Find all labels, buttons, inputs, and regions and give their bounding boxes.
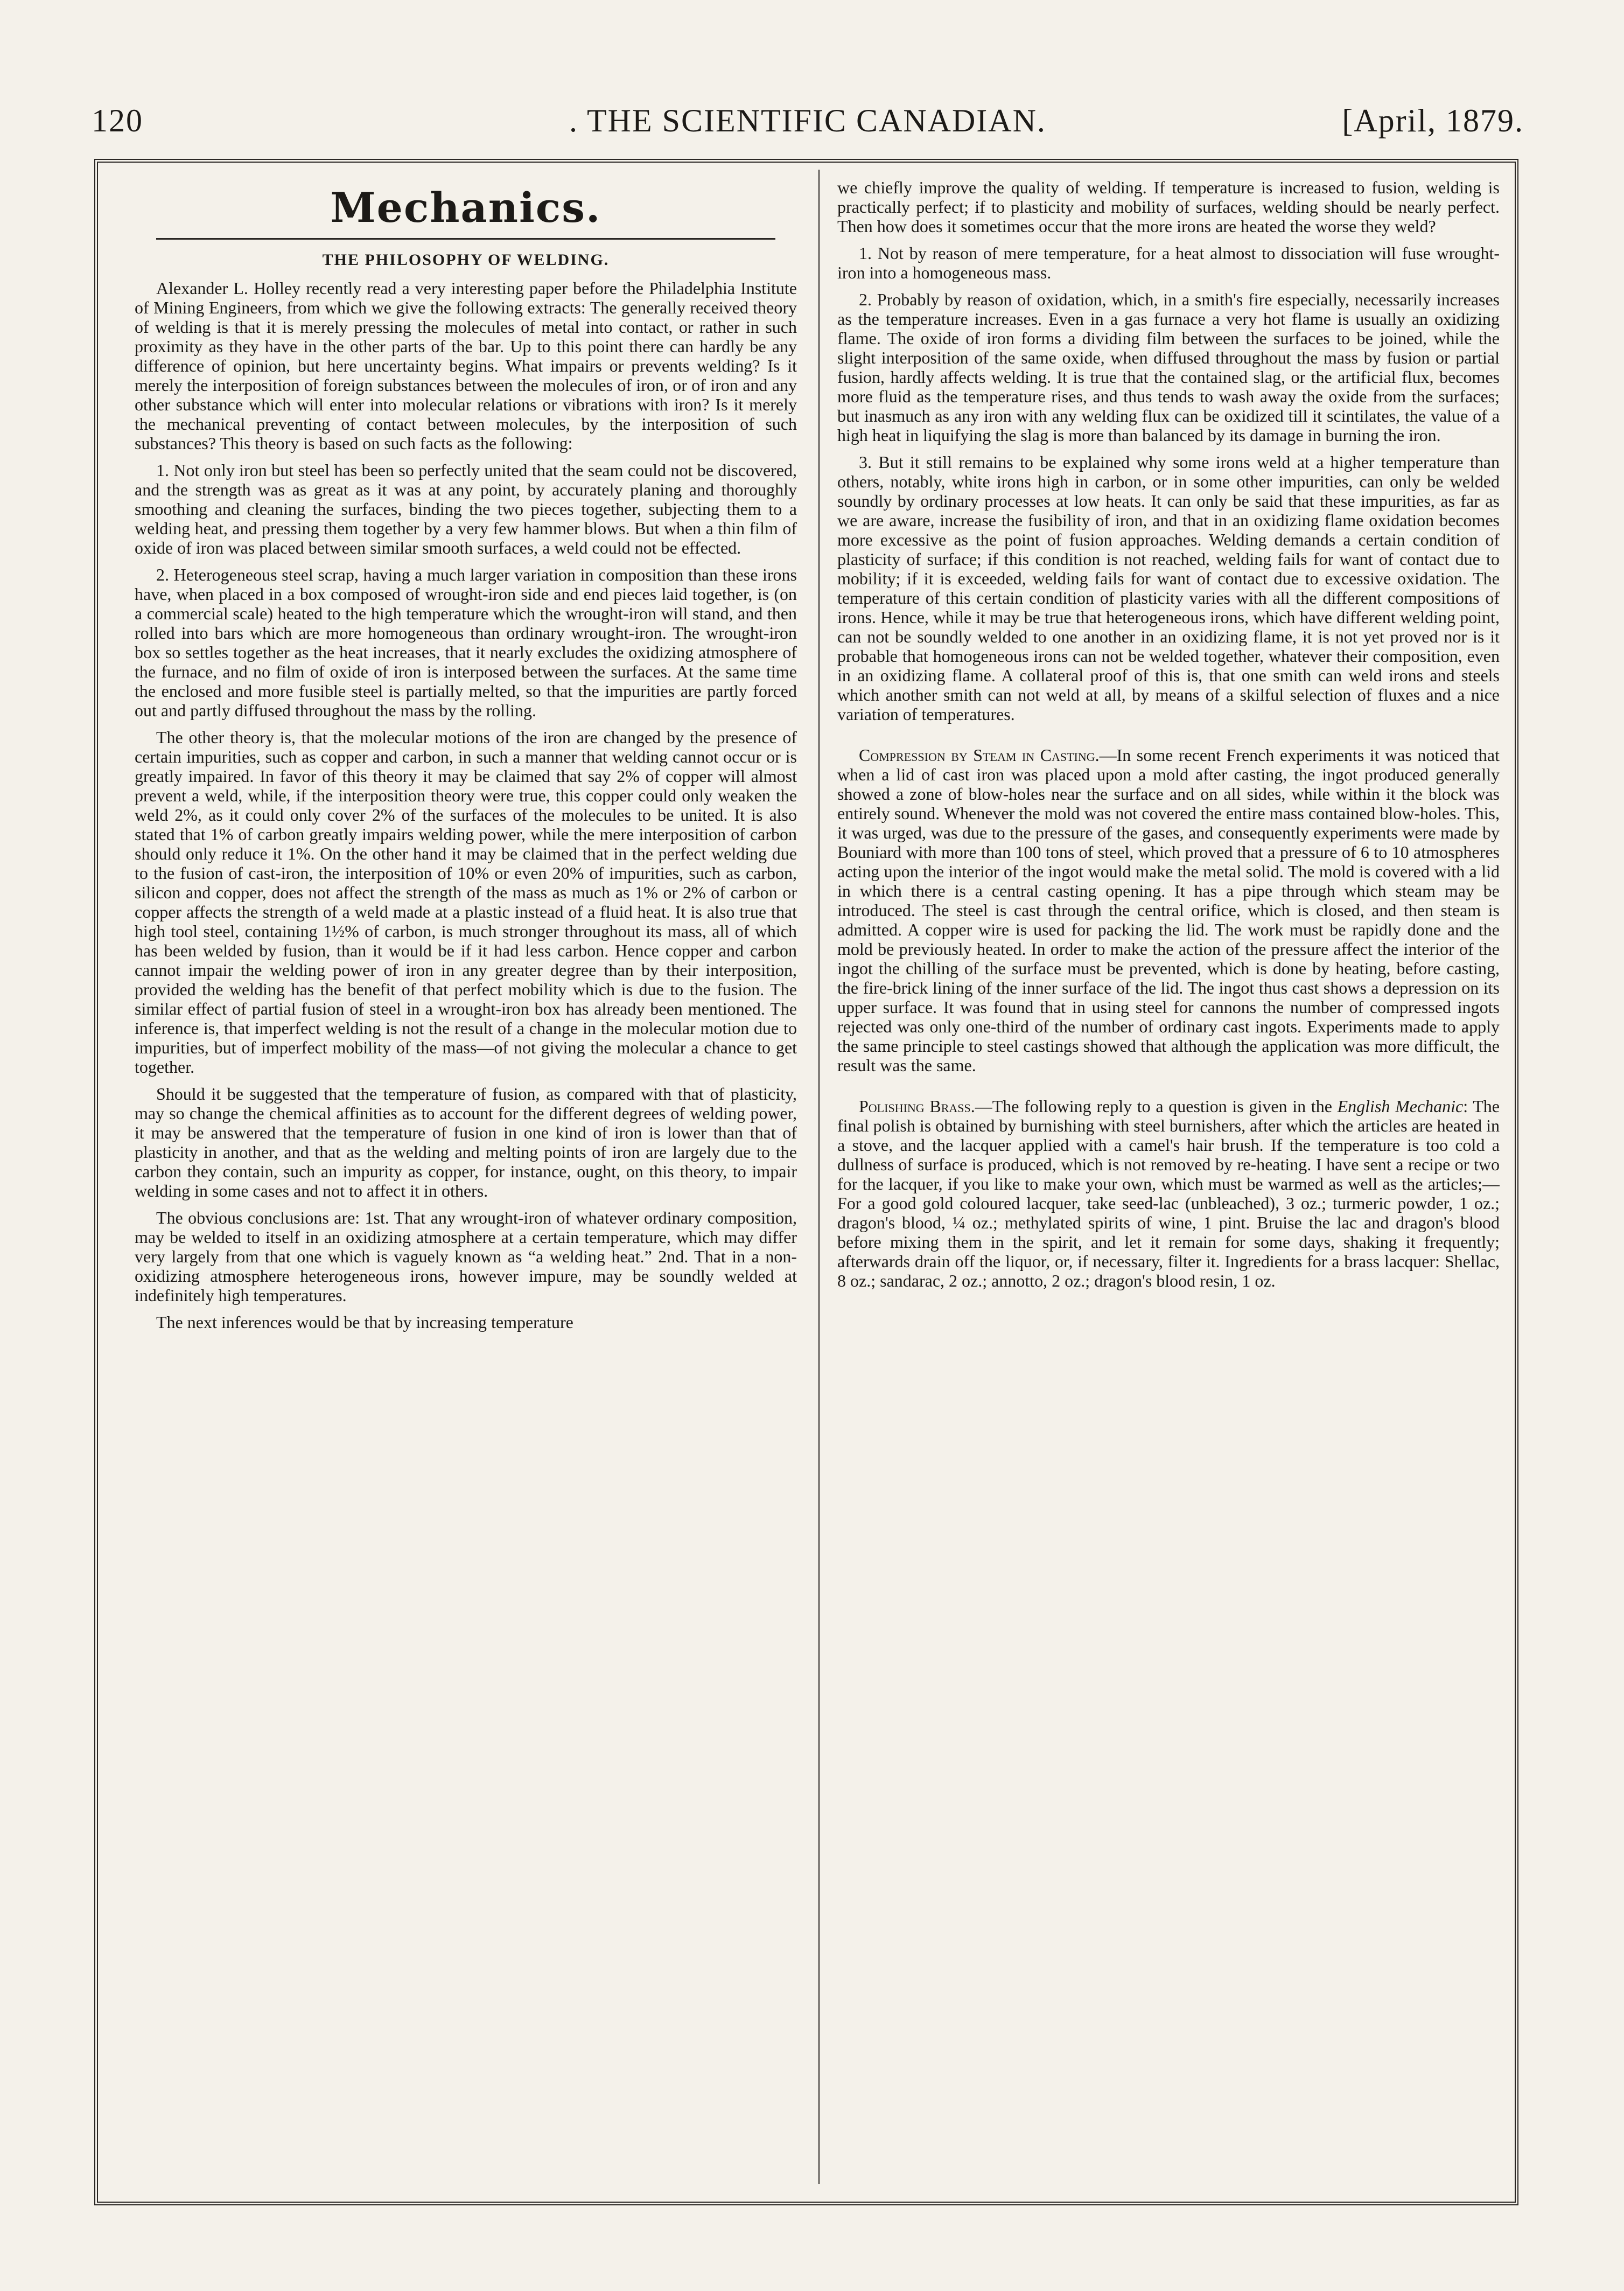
paragraph: 2. Probably by reason of oxidation, which, in a smith's fire especially, necessarily increases as the temperature increases. Even in a gas furnace a very hot flame is usually an oxidizing flame. The oxide of iron forms a dividing film between the surfaces to be joined, while the slight interposition of the same oxide, when diffused throughout the mass by fusion or partial fusion, hardly affects welding. It is true that the contained slag, or the artificial flux, becomes more fluid as the temperature rises, and thus tends to wash away the oxide from the surfaces; but inasmuch as any iron with any welding flux can be oxidized till it scintilates, the value of a high heat in liquifying the slag is more than balanced by its damage in burning the iron. xyxy=(837,290,1500,445)
paragraph: 3. But it still remains to be explained why some irons weld at a higher temperature than others, notably, white irons high in carbon, or in some other impurities, can only be welded soundly by ordinary processes at low heats. It can only be said that these impurities, as far as we are aware, increase the fusibility of iron, and that in an oxidizing flame oxidation becomes more excessive as the point of fusion approaches. Welding demands a certain condition of plasticity of surface; if this condition is not reached, welding fails for want of contact due to mobility; if it is exceeded, welding fails for want of contact due to excessive oxidation. The temperature of this certain condition of plasticity varies with all the different compositions of irons. Hence, while it may be true that heterogeneous irons, which have different welding point, can not be soundly welded to one another in an oxidizing flame, it is not yet proved nor is it probable that homogeneous irons can not be welded together, whatever their composition, even in an oxidizing flame. A collateral proof of this is, that one smith can weld irons and steels which another smith can not weld at all, by means of a skilful selection of fluxes and a nice variation of temperatures. xyxy=(837,452,1500,724)
issue-date: [April, 1879. xyxy=(1342,103,1524,138)
compression-title: Compression by Steam in Casting. xyxy=(859,745,1100,765)
polishing-text-before: —The following reply to a question is given in the xyxy=(975,1096,1338,1116)
paragraph: The obvious conclusions are: 1st. That any wrought-iron of whatever ordinary composition, may be welded to itself in an oxidizing atmosphere at a certain temperature, which may differ very largely from that one which is vaguely known as “a welding heat.” 2nd. That in a non-oxidizing atmosphere heterogeneous irons, however impure, may be soundly welded at indefinitely high temperatures. xyxy=(135,1208,797,1305)
polishing-source: English Mechanic xyxy=(1337,1096,1464,1116)
paragraph: Should it be suggested that the temperature of fusion, as compared with that of plasticity, may so change the chemical affinities as to account for the different degrees of welding power, it may be answered that the temperature of fusion in one kind of iron is lower than that of plasticity in another, and that as the welding and melting points of iron are largely due to the carbon they contain, such an impurity as copper, for instance, ought, on this theory, to impair welding in some cases and not to affect it in others. xyxy=(135,1084,797,1200)
page-header xyxy=(92,102,1524,151)
journal-title: . THE SCIENTIFIC CANADIAN. xyxy=(569,103,1046,138)
paragraph: 2. Heterogeneous steel scrap, having a much larger variation in composition than these irons have, when placed in a box composed of wrought-iron side and end pieces laid together, is (on a commercial scale) heated to the high temperature which the wrought-iron will stand, and then rolled into bars which are more homogeneous than ordinary wrought-iron. The wrought-iron box so settles together as the heat increases, that it nearly excludes the oxidizing atmosphere of the furnace, and no film of oxide of iron is interposed between the surfaces. At the same time the enclosed and more fusible steel is partially melted, so that the impurities are partly forced out and partly diffused throughout the mass by the rolling. xyxy=(135,565,797,720)
article-title: THE PHILOSOPHY OF WELDING. xyxy=(322,251,610,269)
paragraph: The other theory is, that the molecular motions of the iron are changed by the presence of certain impurities, such as copper and carbon, in such a manner that welding cannot occur or is greatly impaired. In favor of this theory it may be claimed that say 2% of copper will almost prevent a weld, while, if the interposition theory were true, this copper could only weaken the weld 2%, as it could only cover 2% of the surfaces of the molecules to be united. It is also stated that 1% of carbon greatly impairs welding power, while the mere interposition of carbon should only reduce it 1%. On the other hand it may be claimed that in the perfect welding due to the fusion of cast-iron, the interposition of 10% or even 20% of impurities, such as carbon, silicon and copper, does not affect the strength of the mass as much as 1% or 2% of carbon or copper affects the strength of a weld made at a plastic instead of a fluid heat. It is also true that high tool steel, containing 1½% of carbon, is much stronger throughout its mass, all of which has been welded by fusion, than it would be if it had less carbon. Hence copper and carbon cannot impair the welding power of iron in any greater degree than by their interposition, provided the welding has the benefit of that perfect mobility which is due to the fusion. The similar effect of partial fusion of steel in a wrought-iron box has already been mentioned. The inference is, that imperfect welding is not the result of a change in the molecular motion due to impurities, but of imperfect mobility of the mass—of not giving the molecular a chance to get together. xyxy=(135,728,797,1077)
section-heading: Mechanics. xyxy=(330,184,601,232)
compression-text: —In some recent French experiments it was noticed that when a lid of cast iron was placed upon a mold after casting, the ingot produced generally showed a zone of blow-holes near the surface and on all sides, while within it the block was entirely sound. Whenever the mold was not covered the entire mass contained blow-holes. This, it was urged, was due to the pressure of the gases, and consequently experiments were made by Bouniard with more than 100 tons of steel, which proved that a pressure of 6 to 10 atmospheres acting upon the interior of the ingot would make the metal solid. The mold is covered with a lid in which there is a central casting opening. It has a pipe through which steam may be introduced. The steel is cast through the central orifice, which is closed, and then steam is admitted. A copper wire is used for packing the lid. The work must be rapidly done and the mold be previously heated. In order to make the action of the pressure affect the interior of the ingot the chilling of the surface must be prevented, which is done by heating, before casting, the fire-brick lining of the inner surface of the lid. The ingot thus cast shows a depression on its upper surface. It was found that in using steel for cannons the number of compressed ingots rejected was only one-third of the number of ordinary cast ingots. Experiments made to apply the same principle to steel castings showed that although the application was more difficult, the result was the same. xyxy=(837,745,1500,1075)
paragraph: 1. Not by reason of mere temperature, for a heat almost to dissociation will fuse wrought-iron into a homogeneous mass. xyxy=(837,243,1500,282)
heading-rule xyxy=(156,238,775,240)
column-divider xyxy=(818,170,820,2184)
paragraph: Alexander L. Holley recently read a very interesting paper before the Philadelphia Institute of Mining Engineers, from which we give the following extracts: The generally received theory of welding is that it is merely pressing the molecules of metal into contact, or rather in such proximity as they have in the other parts of the bar. Up to this point there can hardly be any difference of opinion, but here uncertainty begins. What impairs or prevents welding? Is it merely the interposition of foreign substances between the molecules of iron, or of iron and any other substance which will enter into molecular relations or vibrations with iron? Is it merely the mechanical preventing of contact between molecules, by the interposition of such substances? This theory is based on such facts as the following: xyxy=(135,278,797,453)
paragraph: The next inferences would be that by increasing temperature xyxy=(156,1312,573,1332)
left-column xyxy=(135,178,797,2181)
paragraph: we chiefly improve the quality of welding. If temperature is increased to fusion, welding is practically perfect; if to plasticity and mobility of surfaces, welding should be nearly perfect. Then how does it sometimes occur that the more irons are heated the worse they weld? xyxy=(837,178,1500,236)
compression-article xyxy=(837,745,1500,1075)
paragraph: 1. Not only iron but steel has been so perfectly united that the seam could not be discovered, and the strength was as great as it was at any point, by accurately planing and thoroughly smoothing and cleaning the surfaces, binding the two pieces together, subjecting them to a welding heat, and pressing them together by a very few hammer blows. But when a thin film of oxide of iron was placed between similar smooth surfaces, a weld could not be effected. xyxy=(135,460,797,557)
page-number: 120 xyxy=(92,103,143,138)
right-column xyxy=(837,178,1500,2181)
polishing-title: Polishing Brass. xyxy=(859,1096,975,1116)
polishing-article xyxy=(837,1096,1500,1290)
polishing-text-after: : The final polish is obtained by burnishing with steel burnishers, after which the articles are heated in a stove, and the lacquer applied with a camel's hair brush. If the temperature is too cold a dullness of surface is produced, which is not removed by re-heating. I have sent a recipe or two for the lacquer, if you like to make your own, which must be warmed as well as the articles;—For a good gold coloured lacquer, take seed-lac (unbleached), 3 oz.; turmeric powder, 1 oz.; dragon's blood, ¼ oz.; methylated spirits of wine, 1 pint. Bruise the lac and dragon's blood before mixing them in the spirit, and let it remain for some days, shaking it frequently; afterwards drain off the liquor, or, if necessary, filter it. Ingredients for a brass lacquer: Shellac, 8 oz.; sandarac, 2 oz.; annotto, 2 oz.; dragon's blood resin, 1 oz. xyxy=(837,1096,1500,1290)
